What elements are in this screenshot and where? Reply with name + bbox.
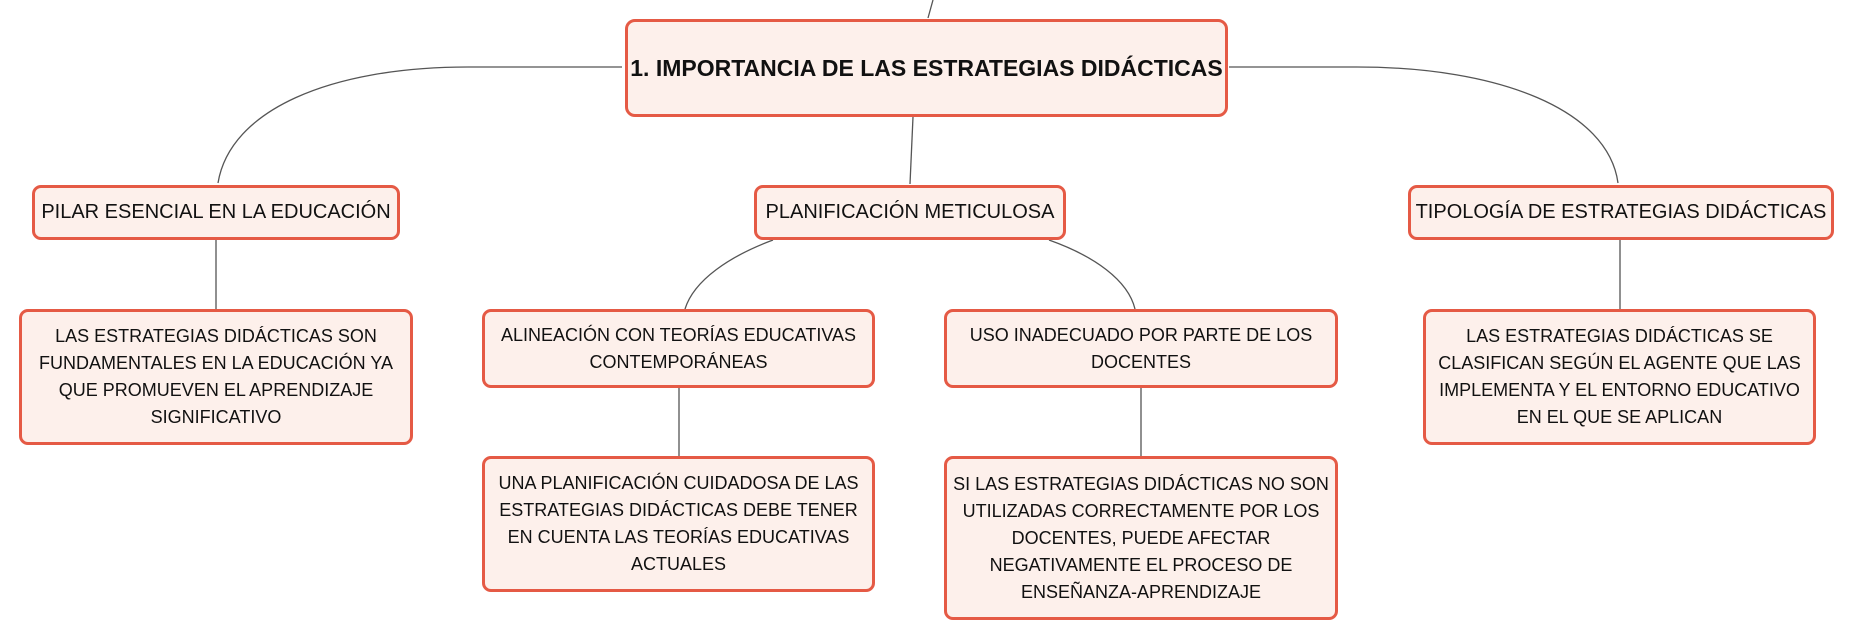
leaf-node-pilar[interactable] bbox=[19, 309, 413, 445]
connector-root-to-planificacion bbox=[910, 117, 913, 184]
branch-node-pilar[interactable] bbox=[32, 185, 400, 240]
branch-node-pilar-label: PILAR ESENCIAL EN LA EDUCACIÓN bbox=[41, 201, 391, 223]
subbranch-node-alineacion-label: ALINEACIÓN CON TEORÍAS EDUCATIVAS CONTEMPORÁNEAS bbox=[500, 324, 857, 372]
leaf-node-pilar-text: LAS ESTRATEGIAS DIDÁCTICAS SON FUNDAMENTALES EN LA EDUCACIÓN YA QUE PROMUEVEN EL APRENDIZAJE SIGNIFICATIVO bbox=[38, 326, 394, 427]
leaf-node-tipologia-text: LAS ESTRATEGIAS DIDÁCTICAS SE CLASIFICAN SEGÚN EL AGENTE QUE LAS IMPLEMENTA Y EL ENTORNO EDUCATIVO EN EL QUE SE APLICAN bbox=[1438, 326, 1801, 427]
branch-node-tipologia-label: TIPOLOGÍA DE ESTRATEGIAS DIDÁCTICAS bbox=[1415, 201, 1827, 223]
root-node[interactable] bbox=[625, 19, 1228, 117]
connector-planificacion-to-alineacion bbox=[685, 240, 773, 309]
connector-root-to-pilar bbox=[218, 67, 622, 183]
branch-node-tipologia[interactable] bbox=[1408, 185, 1834, 240]
subbranch-node-uso-label: USO INADECUADO POR PARTE DE LOS DOCENTES bbox=[969, 324, 1313, 372]
leaf-node-uso-incorrecto[interactable] bbox=[944, 456, 1338, 620]
subbranch-node-uso[interactable] bbox=[944, 309, 1338, 388]
leaf-node-planificacion-cuidadosa-text: UNA PLANIFICACIÓN CUIDADOSA DE LAS ESTRATEGIAS DIDÁCTICAS DEBE TENER EN CUENTA LAS TEORÍAS EDUCATIVAS ACTUALES bbox=[498, 473, 859, 574]
branch-node-planificacion[interactable] bbox=[754, 185, 1066, 240]
branch-node-planificacion-label: PLANIFICACIÓN METICULOSA bbox=[765, 201, 1055, 223]
connector-root-to-tipologia bbox=[1229, 67, 1618, 183]
connector-planificacion-to-uso bbox=[1049, 240, 1135, 309]
leaf-node-uso-incorrecto-text: SI LAS ESTRATEGIAS DIDÁCTICAS NO SON UTILIZADAS CORRECTAMENTE POR LOS DOCENTES, PUEDE AFECTAR NEGATIVAMENTE EL PROCESO DE ENSEÑANZA-APRENDIZAJE bbox=[953, 473, 1329, 602]
root-node-label: 1. IMPORTANCIA DE LAS ESTRATEGIAS DIDÁCTICAS bbox=[630, 54, 1223, 81]
leaf-node-planificacion-cuidadosa[interactable] bbox=[482, 456, 875, 592]
subbranch-node-alineacion[interactable] bbox=[482, 309, 875, 388]
leaf-node-tipologia[interactable] bbox=[1423, 309, 1816, 445]
connector-root-parent bbox=[928, 0, 933, 18]
